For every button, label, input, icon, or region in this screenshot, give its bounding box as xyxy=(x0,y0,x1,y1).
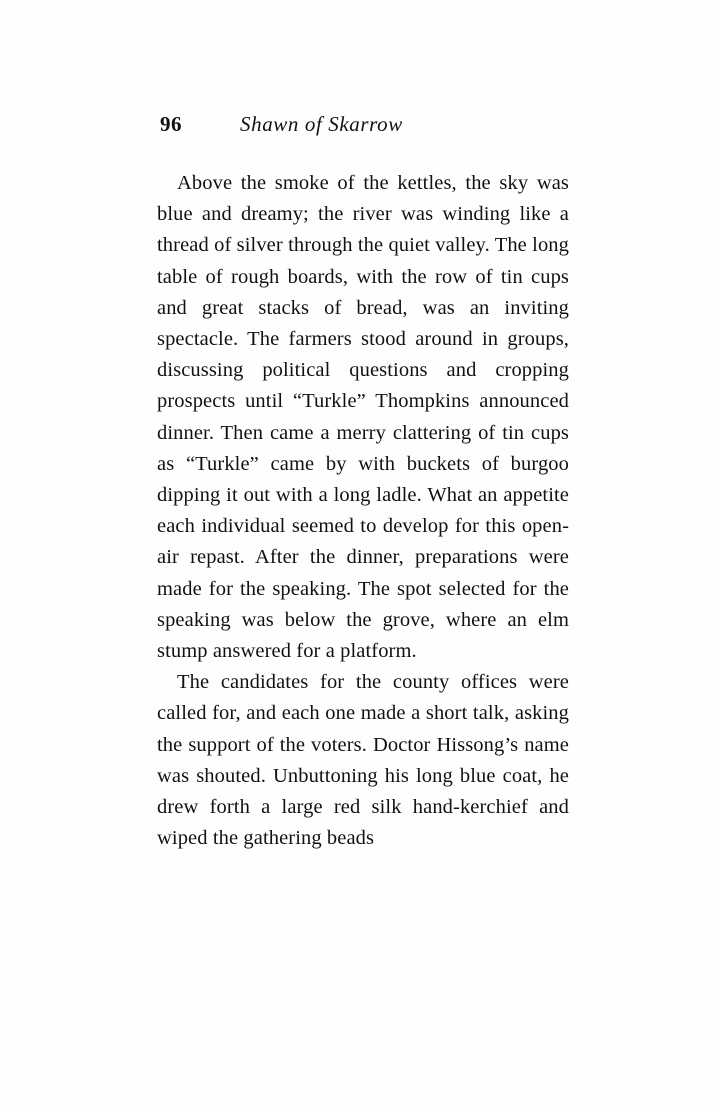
page-number: 96 xyxy=(160,112,182,136)
paragraph: Above the smoke of the kettles, the sky was blue and dreamy; the river was winding like a thread of silver through the quiet valley. The long table of rough boards, with the row of tin cups and great stacks of bread, was an inviting spectacle. The farmers stood around in groups, discussing political questions and cropping prospects until “Turkle” Thompkins announced dinner. Then came a merry clattering of tin cups as “Turkle” came by with buckets of burgoo dipping it out with a long ladle. What an appetite each individual seemed to develop for this open-air repast. After the dinner, preparations were made for the speaking. The spot selected for the speaking was below the grove, where an elm stump answered for a platform. xyxy=(157,172,569,663)
running-title: Shawn of Skarrow xyxy=(240,112,403,136)
page-header xyxy=(160,112,560,142)
paragraph: The candidates for the county offices were called for, and each one made a short talk, asking the support of the voters. Doctor Hissong’s name was shouted. Unbuttoning his long blue coat, he drew forth a large red silk hand-kerchief and wiped the gathering beads xyxy=(157,671,569,850)
page-body xyxy=(157,168,569,854)
